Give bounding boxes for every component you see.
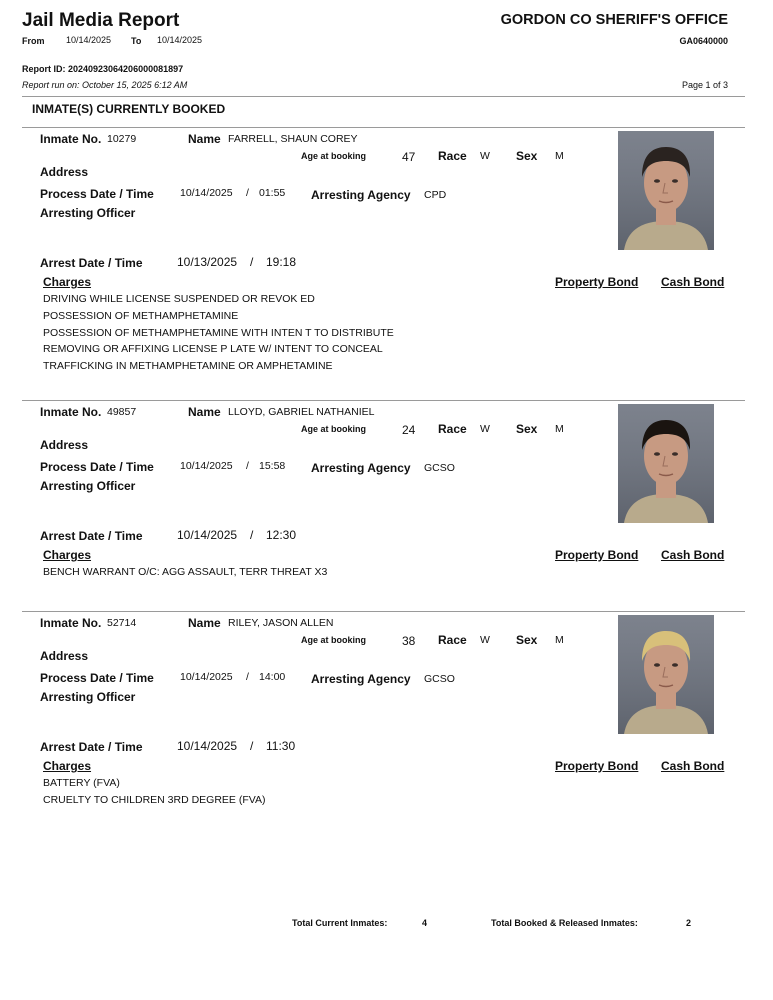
sex-label: Sex (516, 633, 538, 647)
charge-item: POSSESSION OF METHAMPHETAMINE (43, 309, 239, 322)
arrest-date-time-label: Arrest Date / Time (40, 740, 143, 754)
charge-item: DRIVING WHILE LICENSE SUSPENDED OR REVOK ED (43, 293, 315, 305)
charge-item: BATTERY (FVA) (43, 777, 120, 789)
arrest-date-time-label: Arrest Date / Time (40, 529, 143, 543)
arresting-agency-label: Arresting Agency (311, 672, 411, 686)
inmate-divider (22, 611, 745, 612)
inmate-name: LLOYD, GABRIEL NATHANIEL (228, 406, 375, 418)
arresting-officer-label: Arresting Officer (40, 479, 136, 493)
sex-label: Sex (516, 149, 538, 163)
age-value: 24 (402, 423, 416, 437)
charges-label: Charges (43, 759, 92, 773)
age-value: 38 (402, 634, 416, 648)
arrest-time: 11:30 (266, 739, 296, 753)
arresting-officer-label: Arresting Officer (40, 690, 136, 704)
inmate-no-value: 10279 (107, 133, 137, 145)
race-value: W (480, 423, 490, 435)
from-label: From (22, 36, 45, 46)
total-current-value: 4 (422, 918, 428, 928)
race-value: W (480, 150, 490, 162)
header-divider (22, 96, 745, 97)
inmate-divider (22, 400, 745, 401)
property-bond-label: Property Bond (555, 759, 639, 773)
page-number: Page 1 of 3 (681, 80, 728, 90)
report-run-on: Report run on: October 15, 2025 6:12 AM (22, 80, 188, 90)
process-date-time-label: Process Date / Time (40, 187, 154, 201)
arrest-date: 10/14/2025 (177, 528, 238, 542)
address-label: Address (40, 649, 89, 663)
arresting-agency-value: GCSO (424, 462, 455, 474)
arrest-slash: / (250, 255, 254, 269)
race-label: Race (438, 633, 467, 647)
name-label: Name (188, 132, 221, 146)
arrest-date-time-label: Arrest Date / Time (40, 256, 143, 270)
arrest-date: 10/13/2025 (177, 255, 238, 269)
booking-photo (618, 404, 714, 523)
arresting-agency-value: CPD (424, 189, 447, 201)
cash-bond-label: Cash Bond (661, 548, 725, 562)
cash-bond-label: Cash Bond (661, 275, 725, 289)
process-date-time-label: Process Date / Time (40, 460, 154, 474)
charges-label: Charges (43, 548, 92, 562)
sex-value: M (555, 423, 564, 435)
charge-item: CRUELTY TO CHILDREN 3RD DEGREE (FVA) (43, 793, 266, 806)
inmate-no-label: Inmate No. (40, 616, 102, 630)
inmate-no-label: Inmate No. (40, 405, 102, 419)
age-at-booking-label: Age at booking (301, 635, 366, 645)
age-value: 47 (402, 150, 416, 164)
charges-label: Charges (43, 275, 92, 289)
process-time: 15:58 (259, 460, 286, 472)
arresting-officer-label: Arresting Officer (40, 206, 136, 220)
report-id: Report ID: 20240923064206000081897 (22, 64, 184, 74)
sex-value: M (555, 150, 564, 162)
arresting-agency-value: GCSO (424, 673, 455, 685)
sex-label: Sex (516, 422, 538, 436)
arrest-date: 10/14/2025 (177, 739, 238, 753)
process-time: 01:55 (259, 187, 286, 199)
inmate-name: RILEY, JASON ALLEN (228, 617, 334, 629)
arresting-agency-label: Arresting Agency (311, 188, 411, 202)
name-label: Name (188, 616, 221, 630)
to-date: 10/14/2025 (157, 35, 203, 45)
inmate-no-label: Inmate No. (40, 132, 102, 146)
race-label: Race (438, 422, 467, 436)
arrest-time: 12:30 (266, 528, 297, 542)
inmate-no-value: 49857 (107, 406, 137, 418)
process-date: 10/14/2025 (180, 187, 233, 199)
process-slash: / (246, 460, 249, 472)
from-date: 10/14/2025 (66, 35, 112, 45)
arrest-time: 19:18 (266, 255, 297, 269)
name-label: Name (188, 405, 221, 419)
race-label: Race (438, 149, 467, 163)
process-date: 10/14/2025 (180, 460, 233, 472)
total-booked-released-label: Total Booked & Released Inmates: (491, 918, 638, 928)
charge-item: BENCH WARRANT O/C: AGG ASSAULT, TERR THREAT X3 (43, 566, 328, 578)
process-slash: / (246, 187, 249, 199)
to-label: To (131, 36, 142, 46)
property-bond-label: Property Bond (555, 548, 639, 562)
section-title: INMATE(S) CURRENTLY BOOKED (32, 102, 226, 116)
age-at-booking-label: Age at booking (301, 424, 366, 434)
age-at-booking-label: Age at booking (301, 151, 366, 161)
property-bond-label: Property Bond (555, 275, 639, 289)
race-value: W (480, 634, 490, 646)
address-label: Address (40, 438, 89, 452)
process-slash: / (246, 671, 249, 683)
arresting-agency-label: Arresting Agency (311, 461, 411, 475)
agency-code: GA0640000 (679, 36, 728, 46)
charge-item: POSSESSION OF METHAMPHETAMINE WITH INTEN T TO DISTRIBUTE (43, 326, 394, 339)
report-title: Jail Media Report (22, 10, 180, 31)
booking-photo (618, 131, 714, 250)
inmate-no-value: 52714 (107, 617, 137, 629)
process-date: 10/14/2025 (180, 671, 233, 683)
process-date-time-label: Process Date / Time (40, 671, 154, 685)
sex-value: M (555, 634, 564, 646)
arrest-slash: / (250, 739, 254, 753)
total-booked-released-value: 2 (686, 918, 692, 928)
section-divider (22, 127, 745, 128)
total-current-label: Total Current Inmates: (292, 918, 388, 928)
agency-name: GORDON CO SHERIFF'S OFFICE (500, 12, 728, 28)
charge-item: REMOVING OR AFFIXING LICENSE P LATE W/ INTENT TO CONCEAL (43, 343, 383, 356)
charge-item: TRAFFICKING IN METHAMPHETAMINE OR AMPHETAMINE (43, 360, 333, 373)
address-label: Address (40, 165, 89, 179)
process-time: 14:00 (259, 671, 286, 683)
booking-photo (618, 615, 714, 734)
cash-bond-label: Cash Bond (661, 759, 725, 773)
arrest-slash: / (250, 528, 254, 542)
inmate-name: FARRELL, SHAUN COREY (228, 133, 358, 145)
